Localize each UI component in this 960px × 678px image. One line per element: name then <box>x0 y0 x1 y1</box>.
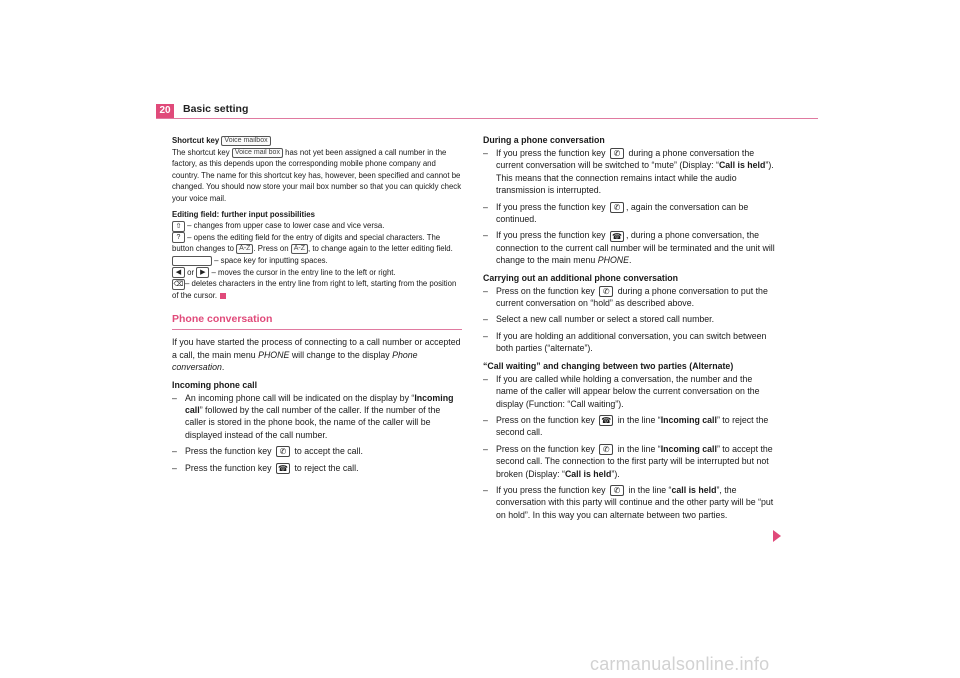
header-rule <box>156 118 818 119</box>
incoming-item-2: – Press the function key ✆ to accept the call. <box>172 446 363 457</box>
watermark: carmanualsonline.info <box>590 654 770 674</box>
edit-item-digits: ? – opens the editing field for the entry of digits and special characters. The button changes to A-Z . Press on A-Z , to change again to the letter editing field. <box>172 232 453 254</box>
wait-item-4: – If you press the function key ✆ in the line “call is held”, the conversation with this party will continue and the other party will be “put on hold”. In this way you can alternate between two parties. <box>483 484 774 520</box>
accept-call-key-icon: ✆ <box>610 148 624 159</box>
edit-item-space: – space key for inputting spaces. <box>172 255 462 267</box>
section-title-phone-conversation: Phone conversation <box>172 313 273 326</box>
left-column <box>172 135 462 478</box>
space-key-icon <box>172 256 212 266</box>
reject-call-key-icon: ☎ <box>599 415 613 426</box>
section-rule <box>172 329 462 330</box>
accept-call-key-icon: ✆ <box>610 202 624 213</box>
phone-intro: If you have started the process of connecting to a call number or accepted a call, the main menu PHONE will change to the display Phone conversation. <box>172 337 461 373</box>
a-z-key: A-Z <box>236 244 253 254</box>
section-end-marker <box>220 293 226 299</box>
accept-call-key-icon: ✆ <box>599 286 613 297</box>
right-column <box>483 135 775 525</box>
reject-call-key-icon: ☎ <box>276 463 290 474</box>
during-item-3: – If you press the function key ☎ , during a phone conversation, the connection to the current call number will be terminated and the unit will change to the main menu PHONE. <box>483 230 775 266</box>
cursor-right-icon: ▶ <box>196 267 209 278</box>
next-page-arrow-icon <box>773 530 781 542</box>
during-title: During a phone conversation <box>483 135 605 145</box>
page-header-title: Basic setting <box>183 103 249 115</box>
accept-call-key-icon: ✆ <box>599 444 613 455</box>
carry-item-2: – Select a new call number or select a stored call number. <box>483 314 715 325</box>
editing-title: Editing field: further input possibilities <box>172 209 315 219</box>
a-z-key-second: A-Z <box>291 244 308 254</box>
shortcut-title-line: Shortcut key Voice mailbox <box>172 135 462 147</box>
accept-call-key-icon: ✆ <box>276 446 290 457</box>
edit-item-case: ⇧ – changes from upper case to lower case and vice versa. <box>172 220 462 232</box>
page-number: 20 <box>156 104 174 118</box>
carry-item-1: – Press on the function key ✆ during a phone conversation to put the current conversation on “hold” as described above. <box>483 285 768 309</box>
during-item-1: – If you press the function key ✆ during a phone conversation the current conversation will be switched to “mute” (Display: “Call is held”). This means that the connection remains intact while the audio transmission is interrupted. <box>483 148 774 196</box>
cursor-left-icon: ◀ <box>172 267 185 278</box>
shortcut-paragraph: The shortcut key Voice mail box has not yet been assigned a call number in the factory, as this depends upon the corresponding mobile phone company and country. The name for this shortcut key has, however, been specified and cannot be changed. You should now store your mail box number so that you can quickly check your voice mail. <box>172 147 462 203</box>
reject-call-key-icon: ☎ <box>610 231 624 242</box>
wait-item-1: – If you are called while holding a conversation, the number and the name of the caller will appear below the current conversation on the display (Function: “Call waiting”). <box>483 373 760 409</box>
backspace-icon: ⌫ <box>173 280 184 288</box>
voice-mailbox-key: Voice mailbox <box>221 136 270 146</box>
carry-item-3: – If you are holding an additional conversation, you can switch between both parties (“alternate”). <box>483 330 767 354</box>
shift-arrow-icon: ⇧ <box>172 221 185 232</box>
voice-mail-box-key: Voice mail box <box>232 148 283 158</box>
wait-item-3: – Press on the function key ✆ in the line “Incoming call” to accept the second call. The connection to the first party will be interrupted but not broken (Display: “Call is held”). <box>483 443 773 479</box>
incoming-item-3: – Press the function key ☎ to reject the call. <box>172 462 359 473</box>
accept-call-key-icon: ✆ <box>610 485 624 496</box>
incoming-item-1: – An incoming phone call will be indicated on the display by “Incoming call” followed by the call number of the caller. If the number of the caller is stored in the phone book, the name of the caller will be displayed instead of the call number. <box>172 392 454 440</box>
wait-item-2: – Press on the function key ☎ in the line “Incoming call” to reject the second call. <box>483 414 769 438</box>
during-item-2: – If you press the function key ✆ , again the conversation can be continued. <box>483 201 749 225</box>
edit-item-delete: ⌫ – deletes characters in the entry line from right to left, starting from the position of the cursor. <box>172 279 457 300</box>
call-waiting-title: “Call waiting” and changing between two parties (Alternate) <box>483 360 734 371</box>
edit-item-cursor: ◀ or ▶ – moves the cursor in the entry line to the left or right. <box>172 267 462 279</box>
carry-title: Carrying out an additional phone conversation <box>483 272 679 283</box>
incoming-call-title: Incoming phone call <box>172 379 258 390</box>
digits-switch-icon: ? <box>172 232 185 243</box>
